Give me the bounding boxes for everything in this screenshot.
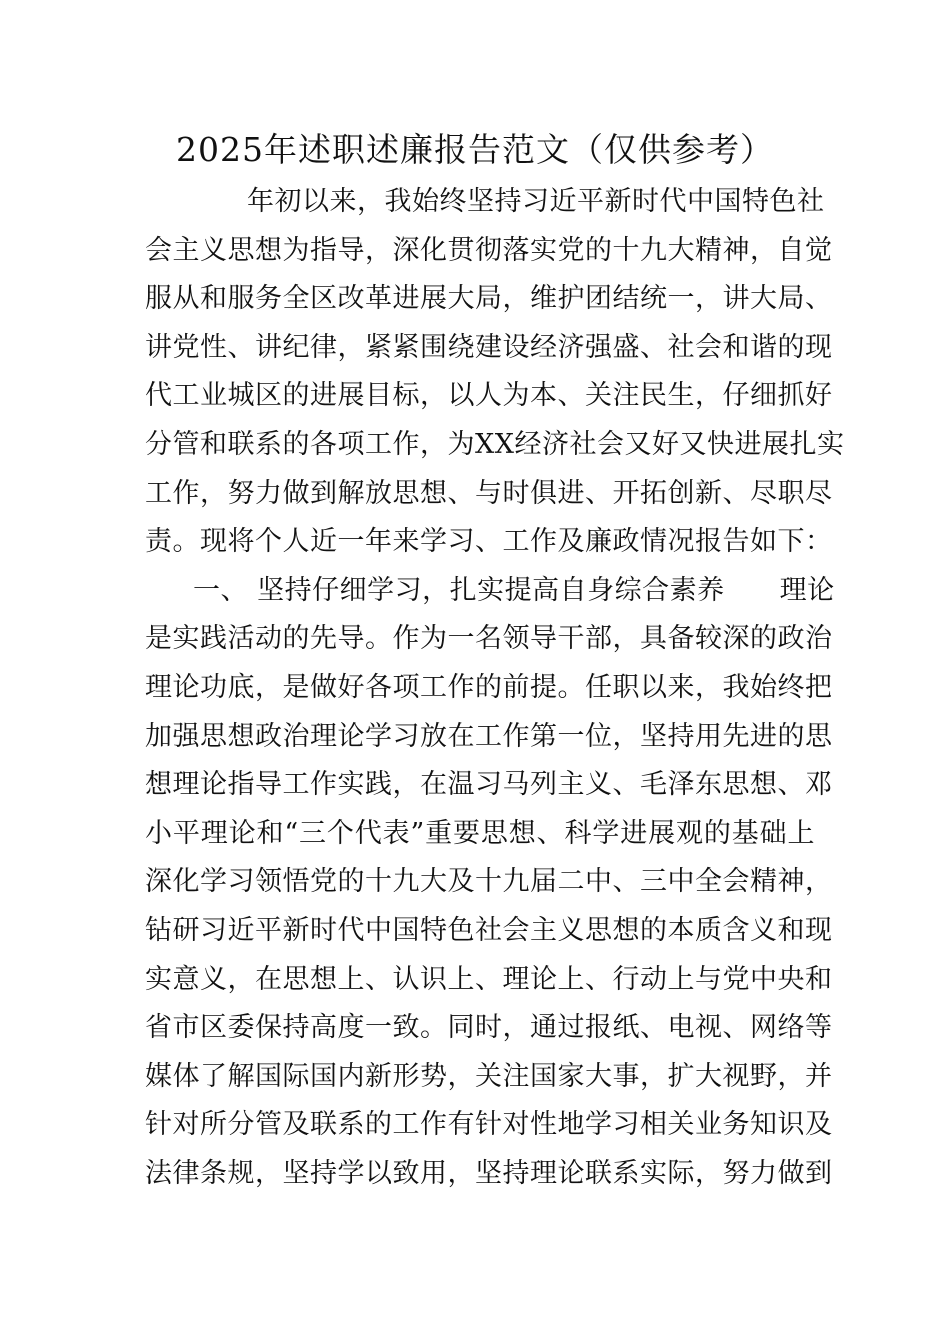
paragraph-line: 分管和联系的各项工作，为XX经济社会又好又快进展扎实 [145,428,845,460]
paragraph-line: 针对所分管及联系的工作有针对性地学习相关业务知识及 [145,1109,833,1141]
paragraph-line: 服从和服务全区改革进展大局，维护团结统一，讲大局、 [145,283,833,315]
paragraph-line: 实意义，在思想上、认识上、理论上、行动上与党中央和 [145,963,833,995]
paragraph-line: 是实践活动的先导。作为一名领导干部，具备较深的政治 [145,623,833,655]
paragraph-line: 讲党性、讲纪律，紧紧围绕建设经济强盛、社会和谐的现 [145,331,833,363]
document-body [145,178,845,1198]
paragraph-line: 理论功底，是做好各项工作的前提。任职以来，我始终把 [145,671,833,703]
paragraph-line: 媒体了解国际国内新形势，关注国家大事，扩大视野，并 [145,1060,833,1092]
paragraph-line: 责。现将个人近一年来学习、工作及廉政情况报告如下： [145,526,833,558]
section-heading-line: 一、 坚持仔细学习，扎实提高自身综合素养 理论 [193,574,835,606]
paragraph-line: 深化学习领悟党的十九大及十九届二中、三中全会精神， [145,866,833,898]
paragraph-line: 会主义思想为指导，深化贯彻落实党的十九大精神，自觉 [145,234,833,266]
paragraph-line: 加强思想政治理论学习放在工作第一位，坚持用先进的思 [145,720,833,752]
paragraph-line: 想理论指导工作实践，在温习马列主义、毛泽东思想、邓 [145,769,833,801]
paragraph-line: 钻研习近平新时代中国特色社会主义思想的本质含义和现 [145,914,833,946]
paragraph-line: 法律条规，坚持学以致用，坚持理论联系实际，努力做到 [145,1157,833,1189]
paragraph-line: 小平理论和“三个代表”重要思想、科学进展观的基础上 [145,817,815,849]
paragraph-line: 工作，努力做到解放思想、与时俱进、开拓创新、尽职尽 [145,477,833,509]
paragraph-line: 代工业城区的进展目标，以人为本、关注民生，仔细抓好 [145,380,833,412]
paragraph-line: 年初以来，我始终坚持习近平新时代中国特色社 [247,186,825,217]
paragraph-line: 省市区委保持高度一致。同时，通过报纸、电视、网络等 [145,1012,833,1044]
document-title: 2025年述职述廉报告范文（仅供参考） [176,130,774,169]
